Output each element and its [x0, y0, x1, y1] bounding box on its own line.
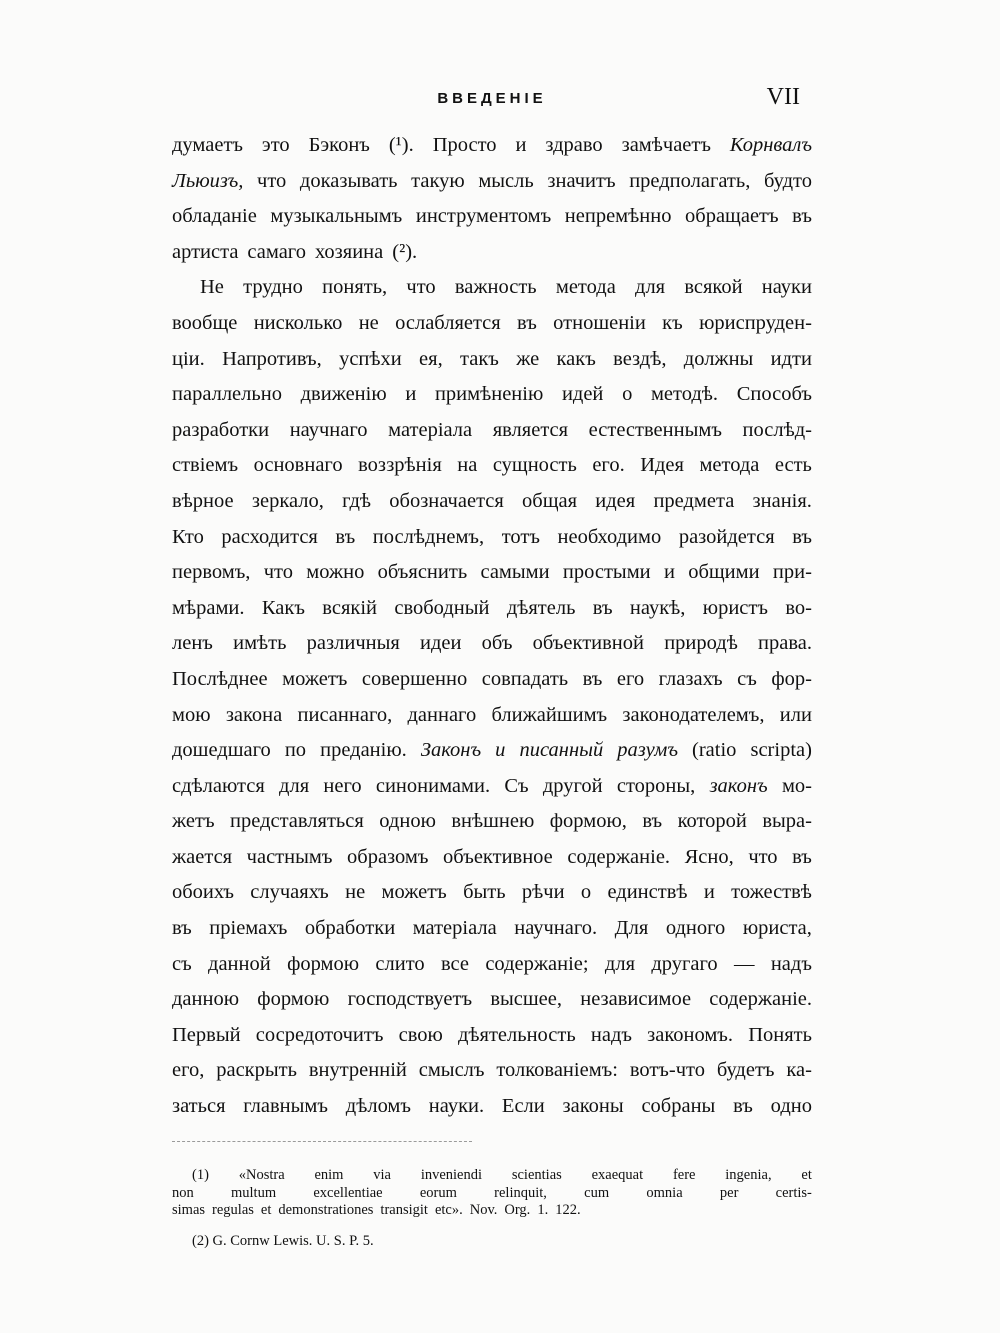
- word: господствуетъ: [347, 988, 473, 1011]
- footnote-2: (2) G. Cornw Lewis. U. S. P. 5.: [192, 1232, 374, 1249]
- word: науки: [761, 276, 812, 299]
- word: юристъ: [702, 596, 768, 619]
- word: фор-: [771, 667, 812, 690]
- page-number: VII: [766, 84, 800, 110]
- word: это: [261, 134, 290, 156]
- word: такую: [411, 169, 465, 192]
- word: ея,: [419, 347, 443, 370]
- word: зеркало,: [251, 489, 324, 512]
- word: въ: [582, 667, 603, 690]
- footnote-word: via: [373, 1167, 391, 1183]
- word: разработки: [172, 418, 270, 441]
- word: жается: [172, 845, 233, 868]
- word: формою: [257, 988, 330, 1011]
- text-line: [172, 413, 812, 449]
- word: ствіемъ: [172, 454, 239, 477]
- word: есть: [774, 454, 812, 477]
- word: тожествѣ: [731, 881, 812, 904]
- word: идея: [595, 489, 636, 512]
- word: метода: [555, 276, 616, 299]
- footnote-word: simas: [172, 1202, 206, 1218]
- word: будто: [763, 169, 812, 192]
- footnote-word: Nov.: [469, 1202, 498, 1218]
- word: (²).: [392, 240, 418, 263]
- word: доказывать: [299, 169, 398, 192]
- word: одною: [379, 810, 436, 833]
- text-line: [172, 947, 812, 983]
- word: и: [663, 561, 675, 584]
- footnote-word: demonstrationes: [278, 1202, 374, 1218]
- footnote-word: et: [801, 1167, 812, 1183]
- word: къ: [662, 311, 683, 334]
- text-line: [172, 626, 812, 662]
- word: Кто: [172, 525, 204, 548]
- footnote-1: [172, 1167, 812, 1220]
- word: что: [257, 169, 287, 192]
- word: слито: [375, 952, 425, 975]
- word: предмета: [653, 489, 735, 512]
- word: важность: [454, 276, 537, 299]
- word: законы: [562, 1095, 624, 1118]
- word: замѣчаетъ: [621, 134, 711, 156]
- footnote-word: excellentiae: [313, 1184, 383, 1201]
- word: обозначается: [389, 489, 504, 512]
- word: писанный: [519, 739, 604, 762]
- word: идей: [561, 383, 604, 406]
- word: дѣятельность: [457, 1023, 576, 1046]
- footnote-word: inveniendi: [420, 1167, 483, 1183]
- running-header: [172, 84, 812, 120]
- word: Бэконъ: [308, 134, 370, 156]
- word: Для: [614, 917, 649, 940]
- word: естественнымъ: [588, 418, 722, 441]
- word: случаяхъ: [250, 881, 329, 904]
- word: юриспруден-: [699, 311, 812, 334]
- word: главнымъ: [243, 1095, 328, 1118]
- footnote-rule: [172, 1141, 472, 1142]
- word: внѣшнею: [451, 810, 535, 833]
- word: метода: [699, 454, 760, 477]
- word: его.: [592, 454, 625, 477]
- footnote-word: 1.: [537, 1202, 549, 1218]
- word: его,: [172, 1059, 205, 1082]
- word: на: [457, 454, 478, 477]
- text-line: [172, 448, 812, 484]
- word: Напротивъ,: [222, 347, 322, 370]
- word: ціи.: [172, 347, 205, 370]
- word: содержаніе.: [709, 988, 812, 1011]
- text-line: [172, 1053, 812, 1089]
- word: въ: [642, 810, 663, 833]
- word: ослабляется: [395, 311, 501, 334]
- word: въ: [733, 1095, 753, 1118]
- word: (¹).: [388, 134, 414, 156]
- word: и: [515, 134, 527, 156]
- text-line: [172, 199, 812, 235]
- text-line: [172, 128, 812, 164]
- footnote-word: exaequat: [591, 1167, 644, 1183]
- word: дѣломъ: [345, 1095, 412, 1118]
- word: свою: [398, 1023, 443, 1046]
- word: и: [495, 739, 506, 762]
- word: ка-: [786, 1059, 812, 1082]
- word: во-: [785, 596, 812, 619]
- word: что: [263, 561, 293, 584]
- word: его: [616, 667, 645, 690]
- footnote-word: Org.: [504, 1202, 531, 1218]
- footnote-word: certis-: [775, 1184, 812, 1201]
- word: Какъ: [261, 596, 305, 619]
- word: въ: [335, 525, 356, 548]
- word: самаго: [247, 240, 306, 263]
- word: обоихъ: [172, 881, 234, 904]
- word: воззрѣнія: [358, 454, 442, 477]
- word: знанія.: [752, 489, 812, 512]
- footnote-word: multum: [231, 1184, 277, 1201]
- word: съ: [737, 667, 757, 690]
- text-line: [172, 662, 812, 698]
- word: стороны,: [616, 774, 696, 797]
- word: научнаго.: [514, 917, 598, 940]
- word: выра-: [762, 810, 812, 833]
- word: природѣ: [664, 632, 738, 655]
- word: содержаніе.: [567, 845, 671, 868]
- word: основнаго: [253, 454, 343, 477]
- word: самыми: [480, 561, 550, 584]
- word: гдѣ: [342, 489, 372, 512]
- word: научнаго: [289, 418, 368, 441]
- word: должны: [683, 347, 754, 370]
- word: законъ: [709, 774, 768, 797]
- word: Если: [501, 1095, 545, 1118]
- word: собраны: [641, 1095, 716, 1118]
- word: по: [284, 739, 307, 762]
- word: тотъ: [501, 525, 540, 548]
- word: общая: [522, 489, 578, 512]
- text-line: [172, 769, 812, 805]
- word: можетъ: [282, 667, 348, 690]
- text-line: [172, 520, 812, 556]
- footnote-word: transigit: [380, 1202, 428, 1218]
- text-line: [172, 235, 812, 271]
- word: другаго: [651, 952, 718, 975]
- word: движенію: [300, 383, 387, 406]
- word: для: [279, 774, 310, 797]
- word: Ясно,: [684, 845, 734, 868]
- word: значитъ: [547, 169, 616, 192]
- word: какъ: [556, 347, 596, 370]
- word: объяснить: [377, 561, 468, 584]
- word: данной: [208, 952, 271, 975]
- word: наукѣ,: [629, 596, 686, 619]
- word: же: [516, 347, 540, 370]
- footnotes: [172, 1167, 812, 1250]
- text-line: [172, 377, 812, 413]
- word: вотъ-что: [629, 1059, 705, 1082]
- word: идти: [770, 347, 812, 370]
- word: предполагать,: [629, 169, 751, 192]
- word: быть: [463, 881, 506, 904]
- text-line: [172, 342, 812, 378]
- word: не: [345, 881, 366, 904]
- word: музыкальнымъ: [270, 205, 403, 228]
- text-line: [172, 1089, 812, 1125]
- footnote-line: [172, 1167, 812, 1185]
- word: въ: [517, 311, 537, 334]
- word: можетъ: [381, 881, 447, 904]
- footnote-word: non: [172, 1184, 194, 1201]
- footnote-word: scientias: [511, 1167, 562, 1183]
- word: вѣрное: [172, 489, 234, 512]
- word: будетъ: [716, 1059, 775, 1082]
- word: высшее,: [490, 988, 562, 1011]
- word: обладаніе: [172, 205, 257, 228]
- word: дѣятель: [506, 596, 576, 619]
- word: Первый: [172, 1023, 241, 1046]
- word: представляться: [230, 810, 364, 833]
- word: закона: [225, 703, 283, 726]
- word: матеріала: [388, 418, 473, 441]
- text-line: [172, 484, 812, 520]
- word: (ratio: [692, 739, 737, 762]
- word: инструментомъ: [415, 205, 552, 228]
- footnote-word: cum: [584, 1184, 610, 1201]
- word: хозяина: [314, 240, 384, 263]
- text-line: [172, 698, 812, 734]
- word: надъ: [590, 1023, 632, 1046]
- word: примѣненію: [434, 383, 544, 406]
- text-line: [172, 1018, 812, 1054]
- word: думаетъ: [172, 134, 243, 156]
- word: Корнвалъ: [729, 134, 812, 156]
- footnote-word: et: [260, 1202, 272, 1218]
- word: можно: [306, 561, 365, 584]
- word: данною: [172, 988, 240, 1011]
- word: одно: [770, 1095, 812, 1118]
- word: вообще: [172, 311, 238, 334]
- word: о: [580, 881, 592, 904]
- word: Льюизъ,: [172, 169, 244, 192]
- text-line: [172, 270, 812, 306]
- word: другой: [542, 774, 603, 797]
- word: заться: [172, 1095, 226, 1118]
- word: параллельно: [172, 383, 282, 406]
- word: дошедшаго: [172, 739, 271, 762]
- footnote-word: fere: [672, 1167, 696, 1183]
- word: здраво: [545, 134, 603, 156]
- word: Понять: [748, 1023, 812, 1046]
- word: права.: [758, 632, 812, 655]
- footnote-word: etc».: [434, 1202, 463, 1218]
- word: и: [405, 383, 417, 406]
- text-line: [172, 733, 812, 769]
- word: даннаго: [407, 703, 477, 726]
- word: что: [406, 276, 436, 299]
- word: независимое: [580, 988, 692, 1011]
- word: нисколько: [253, 311, 343, 334]
- word: глазахъ: [658, 667, 723, 690]
- word: послѣд-: [742, 418, 812, 441]
- word: жетъ: [172, 810, 215, 833]
- word: законодателемъ,: [622, 703, 765, 726]
- word: scripta): [750, 739, 812, 762]
- word: Съ: [504, 774, 529, 797]
- word: мо-: [781, 774, 812, 797]
- word: вездѣ,: [613, 347, 667, 370]
- word: объ: [481, 632, 513, 655]
- word: писаннаго,: [297, 703, 393, 726]
- footnote-word: omnia: [646, 1184, 683, 1201]
- word: артиста: [172, 240, 239, 263]
- word: совпадать: [481, 667, 569, 690]
- word: первомъ,: [172, 561, 251, 584]
- word: Послѣднее: [172, 667, 268, 690]
- footnote-line: [172, 1202, 812, 1220]
- word: сущность: [492, 454, 577, 477]
- word: отношеніи: [553, 311, 646, 334]
- word: пріемахъ: [209, 917, 288, 940]
- footnote-word: (1): [192, 1167, 209, 1183]
- word: формою,: [549, 810, 627, 833]
- word: объективное: [443, 845, 553, 868]
- word: одного: [665, 917, 726, 940]
- word: него: [323, 774, 362, 797]
- word: мысль: [478, 169, 534, 192]
- word: частнымъ: [246, 845, 333, 868]
- word: съ: [172, 952, 192, 975]
- word: закономъ.: [647, 1023, 734, 1046]
- word: трудно: [243, 276, 303, 299]
- word: для: [635, 276, 666, 299]
- word: которой: [677, 810, 747, 833]
- word: раскрыть: [216, 1059, 297, 1082]
- word: Способъ: [736, 383, 812, 406]
- footnote-word: relinquit,: [494, 1184, 547, 1201]
- word: объективной: [532, 632, 644, 655]
- word: синонимами.: [375, 774, 491, 797]
- word: всякой: [684, 276, 743, 299]
- word: рѣчи: [521, 881, 565, 904]
- word: преданію.: [320, 739, 407, 762]
- text-line: [172, 875, 812, 911]
- word: необходимо: [557, 525, 662, 548]
- word: въ: [792, 205, 812, 228]
- word: или: [779, 703, 812, 726]
- word: успѣхи: [339, 347, 402, 370]
- word: въ: [792, 525, 812, 548]
- word: Просто: [432, 134, 497, 156]
- word: смыслъ: [418, 1059, 485, 1082]
- text-line: [172, 591, 812, 627]
- word: сдѣлаются: [172, 774, 265, 797]
- word: идеи: [420, 632, 462, 655]
- word: сосредоточитъ: [255, 1023, 384, 1046]
- word: общими: [688, 561, 760, 584]
- word: простыми: [562, 561, 651, 584]
- word: формою: [287, 952, 360, 975]
- word: обработки: [304, 917, 396, 940]
- word: такъ: [460, 347, 499, 370]
- word: понять,: [322, 276, 388, 299]
- word: не: [358, 311, 379, 334]
- word: послѣднемъ,: [372, 525, 485, 548]
- body-text: [172, 128, 812, 1125]
- text-line: [172, 911, 812, 947]
- word: Законъ: [420, 739, 482, 762]
- word: для: [604, 952, 636, 975]
- footnote-word: enim: [314, 1167, 344, 1183]
- word: методѣ.: [650, 383, 719, 406]
- word: Идея: [640, 454, 684, 477]
- word: при-: [772, 561, 812, 584]
- word: въ: [792, 845, 812, 868]
- word: въ: [172, 917, 192, 940]
- footnote-word: 122.: [555, 1202, 581, 1218]
- word: что: [748, 845, 778, 868]
- word: все: [440, 952, 469, 975]
- text-line: [172, 840, 812, 876]
- word: ленъ: [172, 632, 213, 655]
- footnote-word: eorum: [419, 1184, 457, 1201]
- text-line: [172, 306, 812, 342]
- text-line: [172, 555, 812, 591]
- footnote-line: [172, 1185, 812, 1203]
- word: матеріала: [412, 917, 497, 940]
- word: о: [622, 383, 633, 406]
- word: въ: [592, 596, 613, 619]
- word: —: [734, 952, 755, 975]
- footnote-word: ingenia,: [725, 1167, 772, 1183]
- chapter-title: ВВЕДЕНІЕ: [437, 90, 547, 107]
- word: различныя: [306, 632, 400, 655]
- word: Не: [200, 276, 224, 299]
- text-line: [172, 982, 812, 1018]
- word: образомъ: [347, 845, 429, 868]
- text-line: [172, 804, 812, 840]
- word: свободный: [394, 596, 490, 619]
- word: разумъ: [617, 739, 678, 762]
- word: мѣрами.: [172, 596, 245, 619]
- word: ближайшимъ: [491, 703, 608, 726]
- word: и: [703, 881, 715, 904]
- word: обращаетъ: [685, 205, 779, 228]
- word: юриста,: [742, 917, 812, 940]
- text-line: [172, 164, 812, 200]
- word: единствѣ: [607, 881, 688, 904]
- word: науки.: [428, 1095, 485, 1118]
- word: имѣть: [233, 632, 287, 655]
- word: расходится: [221, 525, 318, 548]
- footnote-word: «Nostra: [238, 1167, 285, 1183]
- word: является: [492, 418, 569, 441]
- word: совершенно: [361, 667, 468, 690]
- word: толкованіемъ:: [496, 1059, 618, 1082]
- footnote-word: regulas: [212, 1202, 254, 1218]
- footnote-word: per: [719, 1184, 739, 1201]
- word: непремѣнно: [564, 205, 672, 228]
- word: разойдется: [678, 525, 775, 548]
- word: содержаніе;: [485, 952, 589, 975]
- word: мою: [172, 703, 211, 726]
- word: надъ: [770, 952, 812, 975]
- word: внутренній: [308, 1059, 407, 1082]
- word: всякій: [322, 596, 377, 619]
